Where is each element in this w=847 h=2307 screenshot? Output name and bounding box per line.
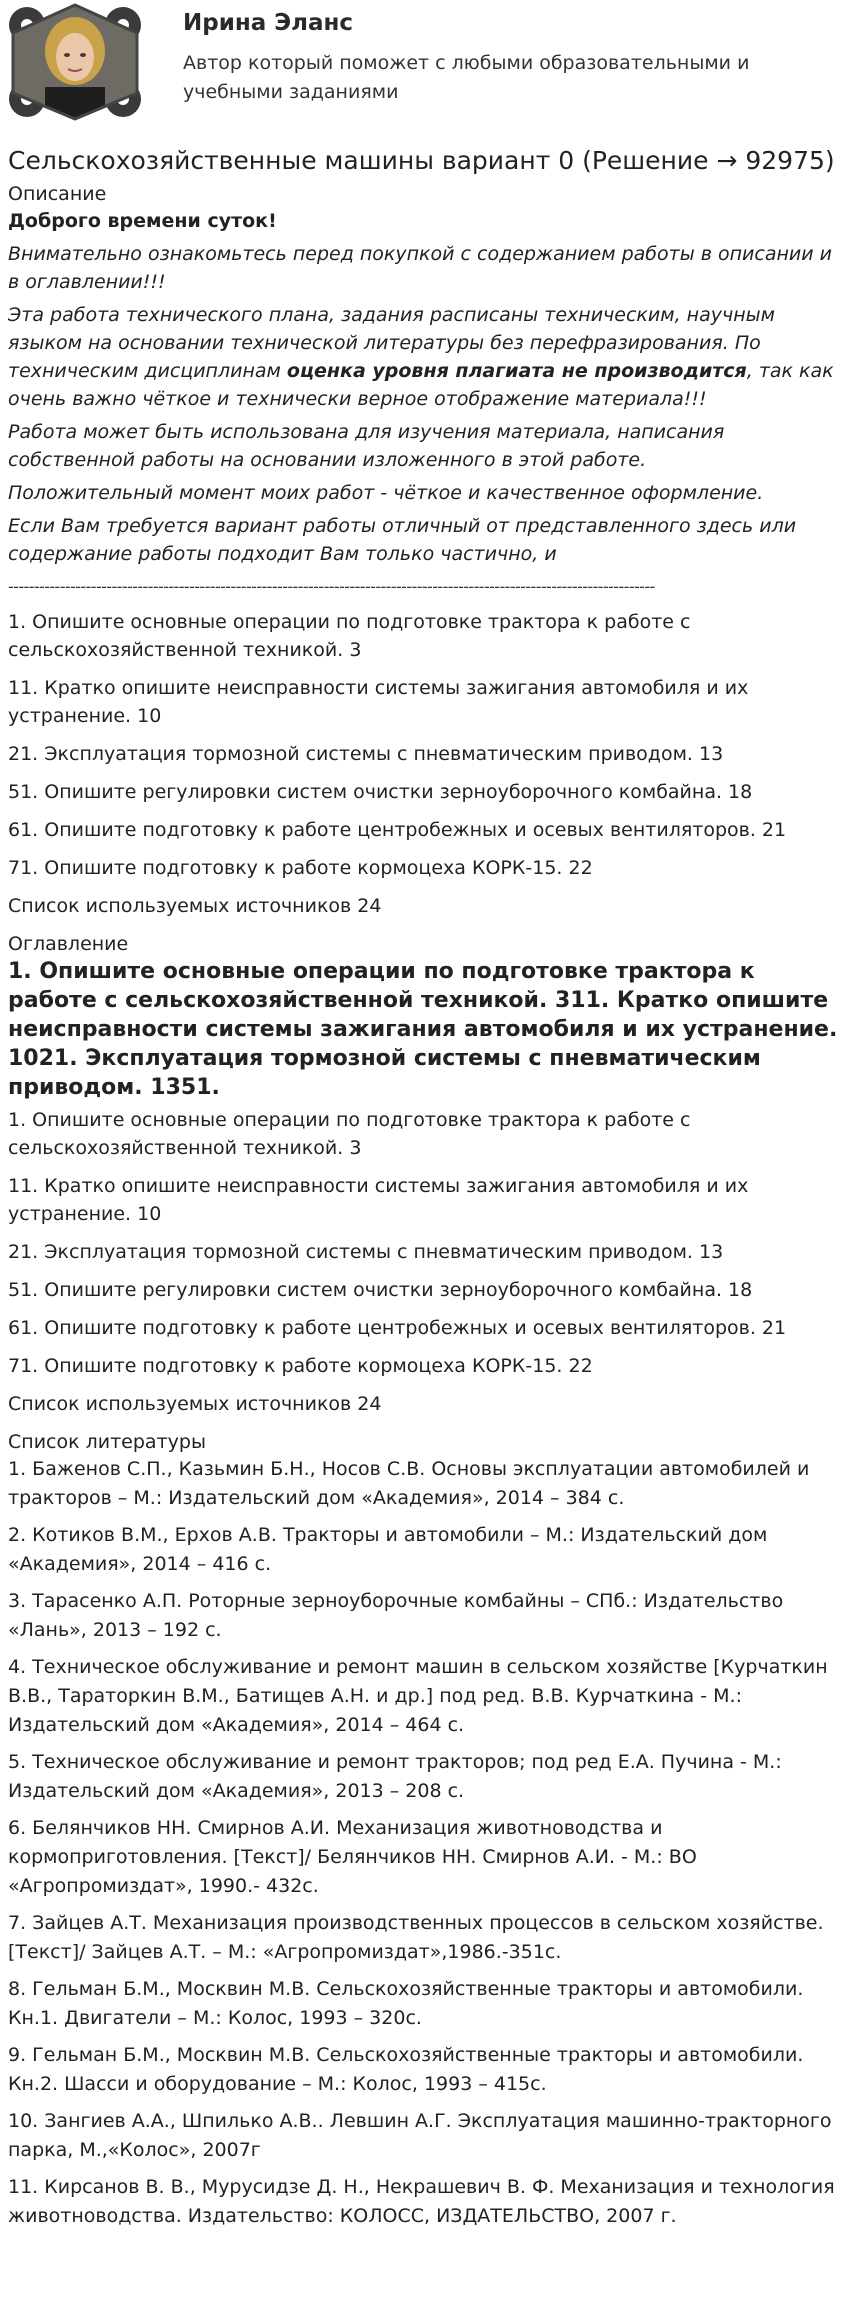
toc-label: Оглавление <box>8 933 129 955</box>
list-item: 51. Опишите регулировки систем очистки зерноуборочного комбайна. 18 <box>8 1279 753 1301</box>
toc-heading: 1. Опишите основные операции по подготовке трактора к работе с сельскохозяйственной техникой. 311. Кратко опишите неисправности системы зажигания автомобиля и их устранение. 1021. Эксплуатация тормозной системы с пневматическим приводом. 1351. <box>8 959 838 1100</box>
literature-item: 11. Кирсанов В. В., Мурусидзе Д. Н., Некрашевич В. Ф. Механизация и технология животноводства. Издательство: КОЛОСС, ИЗДАТЕЛЬСТВО, 2007 г. <box>8 2176 835 2227</box>
list-item: 11. Кратко опишите неисправности системы зажигания автомобиля и их устранение. 10 <box>8 677 749 727</box>
list-item: 21. Эксплуатация тормозной системы с пневматическим приводом. 13 <box>8 1241 724 1263</box>
author-header <box>0 0 847 145</box>
literature-item: 8. Гельман Б.М., Москвин М.В. Сельскохозяйственные тракторы и автомобили. Кн.1. Двигатели – М.: Колос, 1993 – 320с. <box>8 1978 804 2029</box>
literature-item: 4. Техническое обслуживание и ремонт машин в сельском хозяйстве [Курчаткин В.В., Тараторкин В.М., Батищев А.Н. и др.] под ред. В.В. Курчаткина - М.: Издательский дом «Академия», 2014 – 464 с. <box>8 1656 828 1736</box>
literature-item: 7. Зайцев А.Т. Механизация производственных процессов в сельском хозяйстве. [Текст]/ Зайцев А.Т. – М.: «Агропромиздат»,1986.-351с. <box>8 1912 824 1963</box>
literature-item: 2. Котиков В.М., Ерхов А.В. Тракторы и автомобили – М.: Издательский дом «Академия», 2014 – 416 с. <box>8 1524 768 1575</box>
literature-item: 3. Тарасенко А.П. Роторные зерноуборочные комбайны – СПб.: Издательство «Лань», 2013 – 192 с. <box>8 1590 784 1641</box>
list-item: 1. Опишите основные операции по подготовке трактора к работе с сельскохозяйственной техникой. 3 <box>8 611 691 661</box>
literature-label: Список литературы <box>8 1431 206 1453</box>
author-name[interactable]: Ирина Эланс <box>183 10 354 36</box>
description-paragraph <box>8 301 840 413</box>
list-item: 71. Опишите подготовку к работе кормоцеха КОРК-15. 22 <box>8 857 593 879</box>
greeting: Доброго времени суток! <box>8 210 277 232</box>
literature-item: 9. Гельман Б.М., Москвин М.В. Сельскохозяйственные тракторы и автомобили. Кн.2. Шасси и оборудование – М.: Колос, 1993 – 415с. <box>8 2044 804 2095</box>
description-paragraph: Если Вам требуется вариант работы отличный от представленного здесь или содержание работы подходит Вам только частично, и <box>8 515 797 565</box>
toc-list <box>8 1106 840 1418</box>
description-paragraph: Внимательно ознакомьтесь перед покупкой с содержанием работы в описании и в оглавлении!!! <box>8 243 832 293</box>
list-item: Список используемых источников 24 <box>8 1393 382 1415</box>
description-section <box>8 207 840 568</box>
description-paragraph: Положительный момент моих работ - чёткое и качественное оформление. <box>8 482 764 504</box>
description-label: Описание <box>8 183 107 205</box>
author-description: Автор который поможет с любыми образовательными и учебными заданиями <box>183 52 750 103</box>
literature-list <box>8 1455 840 2231</box>
page-title: Сельскохозяйственные машины вариант 0 (Решение → 92975) <box>8 146 835 175</box>
list-item: 51. Опишите регулировки систем очистки зерноуборочного комбайна. 18 <box>8 781 753 803</box>
document-body <box>0 145 847 2231</box>
list-item: 61. Опишите подготовку к работе центробежных и осевых вентиляторов. 21 <box>8 1317 787 1339</box>
list-item: 71. Опишите подготовку к работе кормоцеха КОРК-15. 22 <box>8 1355 593 1377</box>
list-item: 61. Опишите подготовку к работе центробежных и осевых вентиляторов. 21 <box>8 819 787 841</box>
p2-end: , так как очень важно чёткое и технически верное отображение материала!!! <box>8 360 834 410</box>
p2-start: Эта работа технического плана, задания расписаны техническим, научным языком на основании технической литературы без перефразирования. По техническим дисциплинам <box>8 304 775 382</box>
list-item: 11. Кратко опишите неисправности системы зажигания автомобиля и их устранение. 10 <box>8 1175 749 1225</box>
description-paragraph: Работа может быть использована для изучения материала, написания собственной работы на основании изложенного в этой работе. <box>8 421 725 471</box>
list-item: 1. Опишите основные операции по подготовке трактора к работе с сельскохозяйственной техникой. 3 <box>8 1109 691 1159</box>
literature-item: 6. Белянчиков НН. Смирнов А.И. Механизация животноводства и кормоприготовления. [Текст]/ Белянчиков НН. Смирнов А.И. - М.: ВО «Агропромиздат», 1990.- 432с. <box>8 1817 697 1897</box>
list-item: Список используемых источников 24 <box>8 895 382 917</box>
literature-item: 5. Техническое обслуживание и ремонт тракторов; под ред Е.А. Пучина - М.: Издательский дом «Академия», 2013 – 208 с. <box>8 1751 782 1802</box>
author-avatar[interactable] <box>5 3 145 121</box>
p2-bold: оценка уровня плагиата не производится <box>286 360 747 382</box>
divider: ----------------------------------------------------------------------------------------------------------------------------- <box>8 577 655 596</box>
literature-item: 1. Баженов С.П., Казьмин Б.Н., Носов С.В. Основы эксплуатации автомобилей и тракторов – М.: Издательский дом «Академия», 2014 – 384 с. <box>8 1458 810 1509</box>
contents-list <box>8 608 840 920</box>
list-item: 21. Эксплуатация тормозной системы с пневматическим приводом. 13 <box>8 743 724 765</box>
literature-item: 10. Зангиев А.А., Шпилько А.В.. Левшин А.Г. Эксплуатация машинно-тракторного парка, М.,«Колос», 2007г <box>8 2110 832 2161</box>
